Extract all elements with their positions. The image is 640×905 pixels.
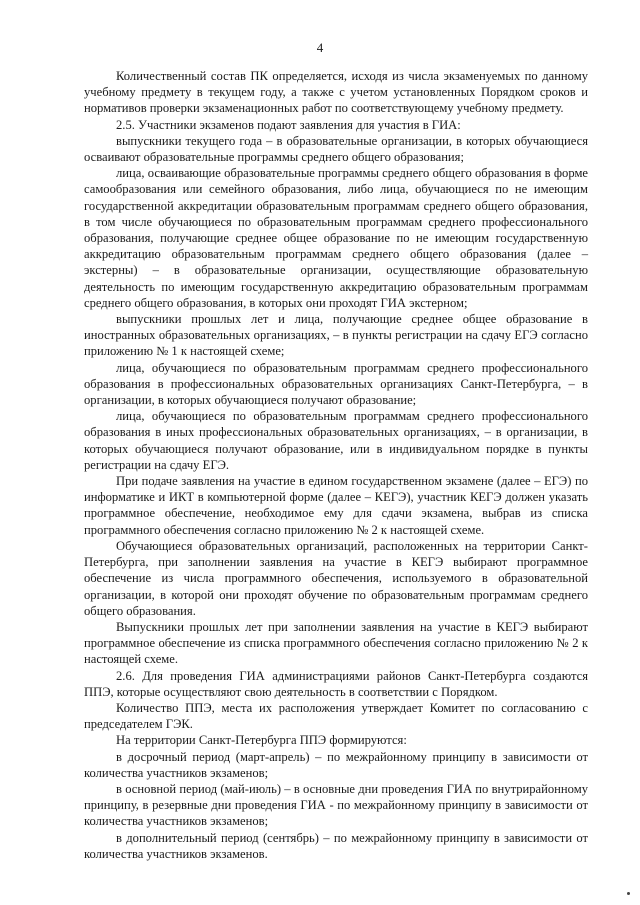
paragraph: 2.6. Для проведения ГИА администрациями районов Санкт-Петербурга создаются ППЭ, которые осуществляют свою деятельность в соответствии с Порядком. bbox=[84, 668, 588, 699]
paragraph: 2.5. Участники экзаменов подают заявления для участия в ГИА: bbox=[116, 117, 461, 132]
paragraph: Выпускники прошлых лет при заполнении заявления на участие в КЕГЭ выбирают программное обеспечение из списка программного обеспечения согласно приложению № 2 к настоящей схеме. bbox=[84, 619, 588, 667]
paragraph: лица, осваивающие образовательные программы среднего общего образования в форме самообразования или семейного образования, либо лица, обучающиеся по не имеющим государственной аккредитации образовательным программам среднего общего образования, в том числе обучающиеся по образовательным программам среднего профессионального образования, получающие среднее общее образование по не имеющим государственную аккредитацию образовательным программам среднего общего образования (далее – экстерны) – в образовательные организации, осуществляющие образовательную деятельность по имеющим государственную аккредитацию образовательным программам среднего общего образования, в которых они проходят ГИА экстерном; bbox=[84, 166, 588, 310]
paragraph: в досрочный период (март-апрель) – по межрайонному принципу в зависимости от количества участников экзаменов; bbox=[84, 749, 588, 780]
paragraph: лица, обучающиеся по образовательным программам среднего профессионального образования в иных профессиональных образовательных организациях, – в организации, в которых обучающиеся получают образование, или в индивидуальном порядке в пункты регистрации на сдачу ЕГЭ. bbox=[84, 409, 588, 472]
document-body bbox=[84, 68, 588, 862]
page-number: 4 bbox=[316, 40, 324, 55]
paragraph: выпускники прошлых лет и лица, получающие среднее общее образование в иностранных образовательных организациях, – в пункты регистрации на сдачу ЕГЭ согласно приложению № 1 к настоящей схеме; bbox=[84, 312, 588, 359]
paragraph: выпускники текущего года – в образовательные организации, в которых обучающиеся осваивают образовательные программы среднего общего образования; bbox=[84, 133, 588, 165]
paragraph: Обучающиеся образовательных организаций, расположенных на территории Санкт-Петербурга, при заполнении заявления на участие в КЕГЭ выбирают программное обеспечение из числа программного обеспечения, используемого в образовательной организации, в которой они проходят обучение по образовательным программам среднего общего образования. bbox=[84, 538, 588, 618]
paragraph: Количество ППЭ, места их расположения утверждает Комитет по согласованию с председателем ГЭК. bbox=[84, 700, 588, 732]
paragraph: лица, обучающиеся по образовательным программам среднего профессионального образования в профессиональных образовательных организациях Санкт-Петербурга, – в организации, в которых обучающиеся получают образование; bbox=[84, 360, 588, 408]
paragraph: Количественный состав ПК определяется, исходя из числа экзаменуемых по данному учебному предмету в текущем году, а также с учетом установленных Порядком сроков и нормативов проверки экзаменационных работ по соответствующему учебному предмету. bbox=[84, 69, 588, 116]
paragraph: в дополнительный период (сентябрь) – по межрайонному принципу в зависимости от количества участников экзаменов. bbox=[84, 830, 588, 861]
paragraph: При подаче заявления на участие в едином государственном экзамене (далее – ЕГЭ) по информатике и ИКТ в компьютерной форме (далее – КЕГЭ), участник КЕГЭ должен указать программное обеспечение, необходимое ему для сдачи экзамена, выбрав из списка программного обеспечения согласно приложению № 2 к настоящей схеме. bbox=[84, 474, 588, 537]
paragraph: в основной период (май-июль) – в основные дни проведения ГИА по внутрирайонному принципу, в резервные дни проведения ГИА - по межрайонному принципу в зависимости от количества участников экзаменов; bbox=[84, 781, 588, 829]
paragraph: На территории Санкт-Петербурга ППЭ формируются: bbox=[116, 733, 407, 748]
scan-dot bbox=[627, 892, 630, 895]
